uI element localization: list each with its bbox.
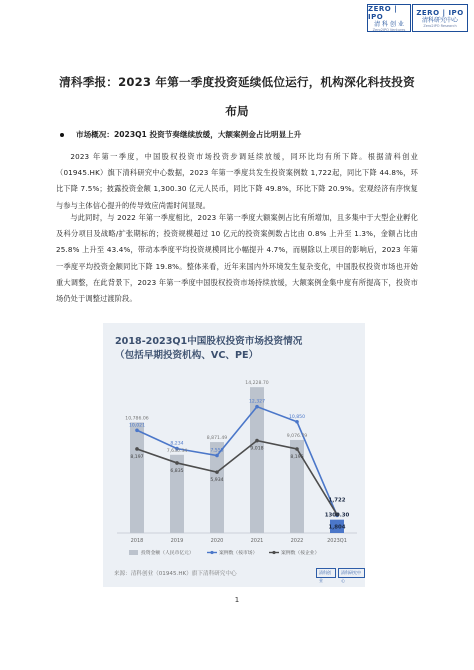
- x-tick-label: 2018: [130, 538, 144, 544]
- line-cases-company-point-2022: [295, 447, 299, 451]
- legend-swatch: [129, 550, 138, 555]
- chart-card: [103, 323, 365, 587]
- data-label-investment: 7,630.34: [166, 448, 188, 454]
- legend-label: 案例数（按市场）: [219, 551, 258, 556]
- logo-brand-text: ZERO | IPO: [416, 8, 464, 17]
- bar-investment-2018: [130, 422, 144, 533]
- data-label-cases-company: 9,018: [250, 446, 264, 452]
- logo-brand-text: ZERO | IPO: [368, 4, 398, 21]
- logo-cn-text: 清科研究中心: [421, 16, 458, 24]
- line-cases-market-point-2021: [255, 405, 259, 409]
- legend-marker: [210, 551, 213, 554]
- x-tick-label: 2020: [210, 538, 224, 544]
- x-tick-label: 2022: [290, 538, 304, 544]
- x-tick-label: 2019: [170, 538, 184, 544]
- chart-subtitle: （包括早期投资机构、VC、PE）: [115, 350, 259, 361]
- line-cases-company-point-2020: [215, 470, 219, 474]
- data-label-investment: 8,871.49: [206, 436, 228, 442]
- section-heading-text: 市场概况：2023Q1 投资节奏继续放缓，大额案例金占比明显上升: [76, 130, 302, 139]
- line-cases-company-point-2019: [175, 461, 179, 465]
- data-label-cases-company: 8,195: [290, 455, 304, 461]
- data-label-cases-market: 10,021: [128, 423, 146, 429]
- chart-title: 2018-2023Q1中国股权投资市场投资情况: [115, 336, 303, 347]
- zero2ipo-ventures-logo: [367, 4, 411, 32]
- line-cases-market: [137, 407, 337, 516]
- legend-marker: [272, 551, 275, 554]
- logo-en-text: Zero2IPO Research: [423, 23, 457, 28]
- data-label-cases-market: 1,722: [328, 497, 346, 504]
- zero2ipo-research-logo: [412, 4, 468, 32]
- legend-label: 投资金额（人民币亿元）: [141, 551, 194, 556]
- data-label-investment: 1300.30: [324, 512, 350, 519]
- data-label-investment: 10,786.06: [125, 416, 149, 422]
- card-logos: [316, 568, 365, 583]
- paragraph-1: 2023 年第一季度，中国股权投资市场投资步调延续放缓，同环比均有所下降。根据清科创业（01945.HK）旗下清科研究中心数据，2023 年第一季度共发生投资案例数 1,722起，同比下降 44.8%，环比下降 7.5%；披露投资金额 1,300.30 亿元人民币，同比下降 49.8%，环比下降 20.9%。宏观经济有序恢复与参与主体信心提升的传导效应尚需时间显现。: [56, 152, 418, 210]
- data-label-cases-company: 5,934: [210, 478, 224, 484]
- data-label-investment: 14,228.70: [245, 381, 269, 387]
- chart-source: 来源：清科创业（01945.HK）旗下清科研究中心: [114, 571, 237, 577]
- report-title: 清科季报：2023 年第一季度投资延续低位运行，机构深化科技投资布局: [59, 75, 415, 118]
- bar-investment-2019: [170, 455, 184, 533]
- investment-chart: [103, 363, 365, 569]
- legend-label: 案例数（按企业）: [281, 551, 320, 556]
- logo-en-text: Zero2IPO Ventures: [372, 27, 406, 32]
- data-label-cases-market: 12,327: [248, 399, 266, 405]
- line-cases-company-point-2021: [255, 439, 259, 443]
- data-label-cases-company: 8,197: [130, 454, 144, 460]
- paragraph-2: 与此同时，与 2022 年第一季度相比，2023 年第一季度大额案例占比有所增加，且多集中于大型企业孵化及科分项目及战略/扩张期标的；投资规模超过 10 亿元的投资案例数占比由 0.8% 上升至 1.3%，金额占比由 25.8% 上升至 43.4%，带动本季度平均投资规模同比小幅提升 4.7%，而剔除以上项目的影响后，2023 年第一季度平均投资金额同比下降 19.8%。整体来看，近年来国内外环境发生复杂变化，中国股权投资市场也开始重大调整，在此背景下，2023 年第一季度中国股权投资市场持续放缓，大额案例金集中度有所提高下，投资市场仍处于调整过渡阶段。: [56, 213, 418, 304]
- line-cases-market-point-2018: [135, 428, 139, 432]
- logo-cn-text: 清 科 创 业: [374, 20, 404, 28]
- data-label-cases-market: 10,850: [288, 414, 306, 420]
- mini-logo: 清科创业: [316, 568, 336, 578]
- data-label-cases-company: 1,804: [328, 524, 346, 531]
- data-label-cases-market: 7,555: [210, 448, 224, 454]
- x-tick-label: 2021: [250, 538, 264, 544]
- line-cases-market-point-2022: [295, 420, 299, 424]
- line-cases-company-point-2018: [135, 447, 139, 451]
- bullet-icon: [60, 133, 64, 137]
- section-heading: [60, 129, 420, 140]
- x-tick-label: 2023Q1: [327, 538, 347, 544]
- bar-investment-2022: [290, 440, 304, 533]
- data-label-investment: 9,076.79: [286, 433, 308, 439]
- page-number: 1: [234, 596, 240, 604]
- data-label-cases-market: 8,234: [170, 441, 184, 447]
- line-cases-market-point-2020: [215, 454, 219, 458]
- data-label-cases-company: 6,835: [170, 468, 184, 474]
- mini-logo: 清科研究中心: [338, 568, 365, 578]
